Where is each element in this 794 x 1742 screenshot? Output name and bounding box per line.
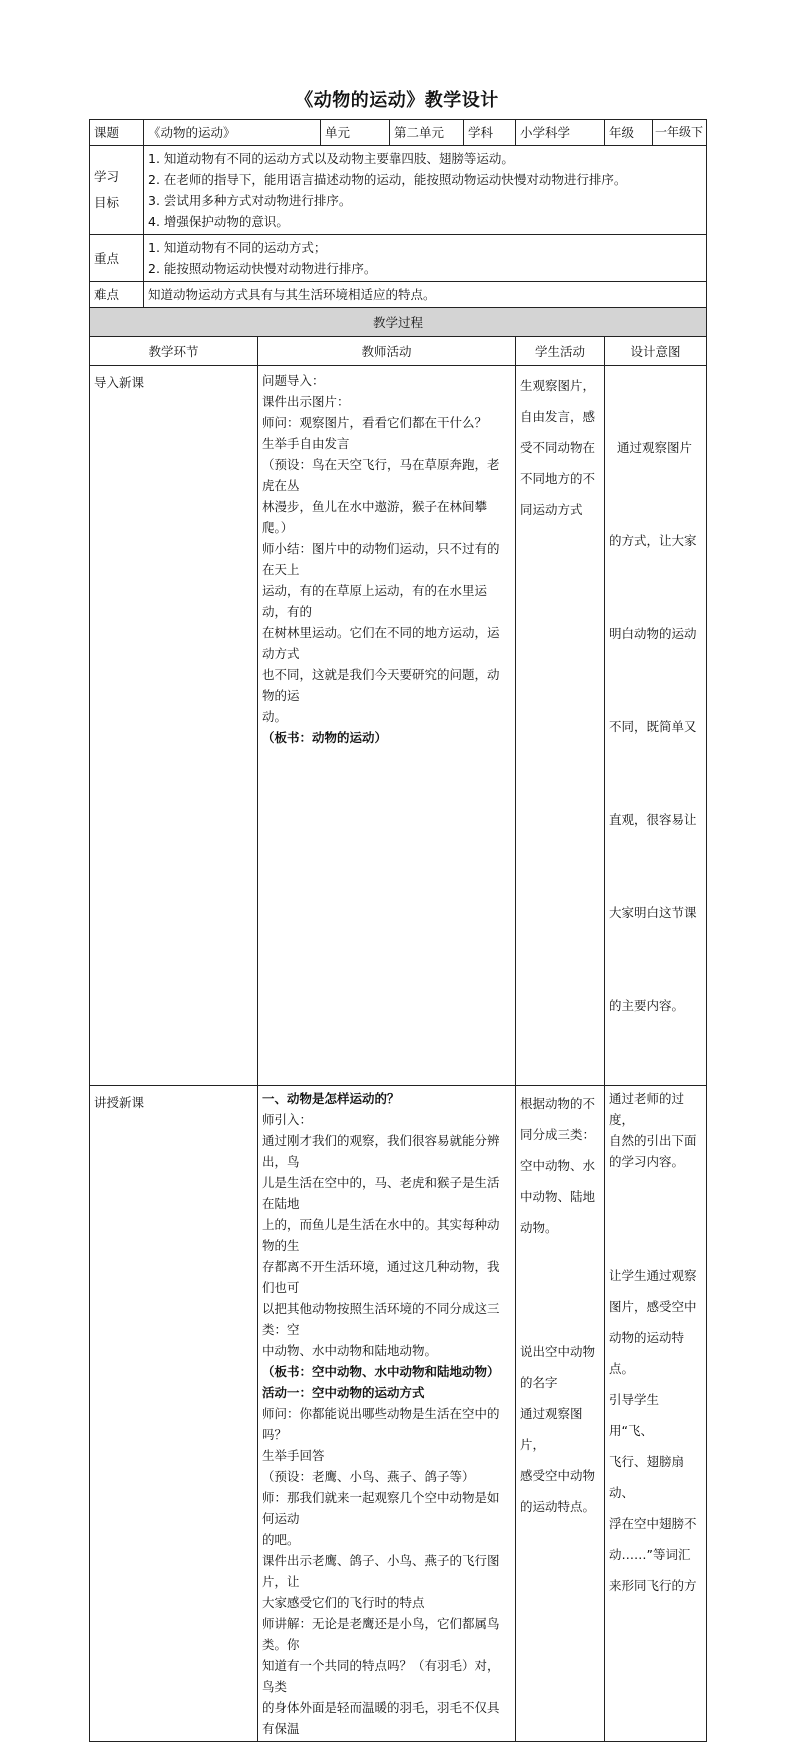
intent-line: 自然的引出下面 bbox=[609, 1133, 697, 1148]
teacher-line: 生举手回答 bbox=[262, 1448, 325, 1463]
teacher-line: 大家感受它们的飞行时的特点 bbox=[262, 1595, 425, 1610]
teacher-line: 通过刚才我们的观察，我们很容易就能分辨出，鸟 bbox=[262, 1133, 500, 1169]
header-teacher: 教师活动 bbox=[258, 337, 516, 366]
teacher-line: 师小结：图片中的动物们运动，只不过有的在天上 bbox=[262, 541, 500, 577]
teacher-line: 生举手自由发言 bbox=[262, 436, 350, 451]
teacher-line: 存都离不开生活环境，通过这几种动物，我们也可 bbox=[262, 1259, 500, 1295]
section-teaching-student bbox=[516, 1086, 605, 1742]
teacher-line: 问题导入： bbox=[262, 373, 325, 388]
process-header-row bbox=[90, 337, 707, 366]
keypoint-item: 1. 知道动物有不同的运动方式； bbox=[148, 240, 327, 255]
student-line: 的名字 bbox=[520, 1375, 558, 1390]
student-line: 中动物、陆地 bbox=[520, 1189, 596, 1204]
section-teaching-teacher bbox=[258, 1086, 516, 1742]
teacher-line: 师：那我们就来一起观察几个空中动物是如何运动 bbox=[262, 1490, 500, 1526]
lesson-plan-table bbox=[89, 119, 707, 1742]
intent-line: 动物的运动特点。 bbox=[609, 1330, 685, 1376]
subject-value: 小学科学 bbox=[516, 120, 605, 146]
keypoints-content bbox=[144, 235, 707, 282]
teacher-line: 儿是生活在空中的，马、老虎和猴子是生活在陆地 bbox=[262, 1175, 500, 1211]
intent-line: 通过观察图片 bbox=[609, 440, 692, 455]
document-title: 《动物的运动》教学设计 bbox=[295, 90, 499, 111]
student-line: 说出空中动物 bbox=[520, 1344, 596, 1359]
course-label: 课题 bbox=[90, 120, 144, 146]
student-line: 通过观察图片， bbox=[520, 1406, 583, 1452]
teacher-line: 林漫步，鱼儿在水中遨游，猴子在林间攀爬。） bbox=[262, 499, 488, 535]
intent-line: 的学习内容。 bbox=[609, 1154, 685, 1169]
teacher-line: 也不同，这就是我们今天要研究的问题，动物的运 bbox=[262, 667, 500, 703]
intent-line: 浮在空中翅膀不 bbox=[609, 1516, 697, 1531]
teacher-line: 师讲解：无论是老鹰还是小鸟，它们都属鸟类。你 bbox=[262, 1616, 500, 1652]
intent-line: 图片，感受空中 bbox=[609, 1299, 697, 1314]
section-teaching-row bbox=[90, 1086, 707, 1742]
course-info-row bbox=[90, 120, 707, 146]
difficulty-text: 知道动物运动方式具有与其生活环境相适应的特点。 bbox=[144, 282, 707, 308]
course-value: 《动物的运动》 bbox=[144, 120, 321, 146]
header-intent: 设计意图 bbox=[605, 337, 707, 366]
student-line: 同运动方式 bbox=[520, 502, 583, 517]
unit-label: 单元 bbox=[321, 120, 390, 146]
teacher-line: 师问：观察图片，看看它们都在干什么？ bbox=[262, 415, 488, 430]
section-intro-teacher bbox=[258, 366, 516, 1086]
intent-line: 不同，既简单又 bbox=[609, 719, 697, 734]
student-line: 感受空中动物 bbox=[520, 1468, 596, 1483]
section-teaching-intent bbox=[605, 1086, 707, 1742]
teacher-line: 在树林里运动。它们在不同的地方运动，运动方式 bbox=[262, 625, 500, 661]
teacher-line: 动。 bbox=[262, 709, 288, 724]
objective-item: 4. 增强保护动物的意识。 bbox=[148, 214, 289, 229]
objectives-label-line1: 学习 bbox=[94, 169, 120, 184]
header-student: 学生活动 bbox=[516, 337, 605, 366]
intent-line: 的主要内容。 bbox=[609, 998, 685, 1013]
section-teaching-name: 讲授新课 bbox=[90, 1086, 258, 1742]
keypoints-label: 重点 bbox=[90, 235, 144, 282]
section-heading: 一、动物是怎样运动的？ bbox=[262, 1091, 400, 1106]
intent-line: 动……”等词汇 bbox=[609, 1547, 691, 1562]
teacher-line: 上的，而鱼儿是生活在水中的。其实每种动物的生 bbox=[262, 1217, 500, 1253]
intent-line: 通过老师的过度， bbox=[609, 1091, 685, 1127]
student-line: 的运动特点。 bbox=[520, 1499, 596, 1514]
student-line: 动物。 bbox=[520, 1220, 558, 1235]
keypoints-row bbox=[90, 235, 707, 282]
objectives-row bbox=[90, 146, 707, 235]
header-stage: 教学环节 bbox=[90, 337, 258, 366]
intent-line: 让学生通过观察 bbox=[609, 1268, 697, 1283]
teacher-line: 课件出示图片： bbox=[262, 394, 350, 409]
teacher-line: 的身体外面是轻而温暖的羽毛，羽毛不仅具有保温 bbox=[262, 1700, 500, 1736]
subject-label: 学科 bbox=[464, 120, 516, 146]
objective-item: 1. 知道动物有不同的运动方式以及动物主要靠四肢、翅膀等运动。 bbox=[148, 151, 514, 166]
section-intro-intent bbox=[605, 366, 707, 1086]
teacher-line: 知道有一个共同的特点吗？（有羽毛）对，鸟类 bbox=[262, 1658, 500, 1694]
objectives-content bbox=[144, 146, 707, 235]
intent-line: 直观，很容易让 bbox=[609, 812, 697, 827]
teacher-line: 以把其他动物按照生活环境的不同分成这三类：空 bbox=[262, 1301, 500, 1337]
grade-label: 年级 bbox=[605, 120, 653, 146]
difficulty-label: 难点 bbox=[90, 282, 144, 308]
board-note: （板书：动物的运动） bbox=[262, 730, 388, 745]
objective-item: 2. 在老师的指导下，能用语言描述动物的运动，能按照动物运动快慢对动物进行排序。 bbox=[148, 172, 627, 187]
intent-line: 飞行、翅膀扇动、 bbox=[609, 1454, 685, 1500]
student-line: 不同地方的不 bbox=[520, 471, 596, 486]
student-line: 根据动物的不 bbox=[520, 1096, 596, 1111]
teacher-line: 运动，有的在草原上运动，有的在水里运动，有的 bbox=[262, 583, 488, 619]
section-intro-row bbox=[90, 366, 707, 1086]
teacher-line: 课件出示老鹰、鸽子、小鸟、燕子的飞行图片，让 bbox=[262, 1553, 500, 1589]
process-title-row bbox=[90, 308, 707, 337]
student-line: 空中动物、水 bbox=[520, 1158, 596, 1173]
student-line: 受不同动物在 bbox=[520, 440, 596, 455]
intent-line: 引导学生用“飞、 bbox=[609, 1392, 660, 1438]
intent-line: 明白动物的运动 bbox=[609, 626, 697, 641]
teacher-line: （预设：老鹰、小鸟、燕子、鸽子等） bbox=[262, 1469, 475, 1484]
intent-line: 来形同飞行的方 bbox=[609, 1578, 697, 1593]
activity-heading: 活动一：空中动物的运动方式 bbox=[262, 1385, 425, 1400]
intent-line: 的方式，让大家 bbox=[609, 533, 697, 548]
grade-value: 一年级下 bbox=[653, 120, 707, 146]
objective-item: 3. 尝试用多种方式对动物进行排序。 bbox=[148, 193, 352, 208]
unit-value: 第二单元 bbox=[390, 120, 464, 146]
teacher-line: 师引入： bbox=[262, 1112, 313, 1127]
section-intro-name: 导入新课 bbox=[90, 366, 258, 1086]
student-line: 同分成三类： bbox=[520, 1127, 596, 1142]
student-line: 自由发言，感 bbox=[520, 409, 596, 424]
teacher-line: 师问：你都能说出哪些动物是生活在空中的吗？ bbox=[262, 1406, 500, 1442]
teacher-line: 的吧。 bbox=[262, 1532, 300, 1547]
objectives-label bbox=[90, 146, 144, 235]
process-title: 教学过程 bbox=[90, 308, 707, 337]
board-note: （板书：空中动物、水中动物和陆地动物） bbox=[262, 1364, 500, 1379]
student-line: 生观察图片， bbox=[520, 378, 596, 393]
objectives-label-line2: 目标 bbox=[94, 195, 120, 210]
intent-line: 大家明白这节课 bbox=[609, 905, 697, 920]
section-intro-student bbox=[516, 366, 605, 1086]
teacher-line: 中动物、水中动物和陆地动物。 bbox=[262, 1343, 438, 1358]
keypoint-item: 2. 能按照动物运动快慢对动物进行排序。 bbox=[148, 261, 377, 276]
teacher-line: （预设：鸟在天空飞行，马在草原奔跑，老虎在丛 bbox=[262, 457, 500, 493]
difficulty-row bbox=[90, 282, 707, 308]
